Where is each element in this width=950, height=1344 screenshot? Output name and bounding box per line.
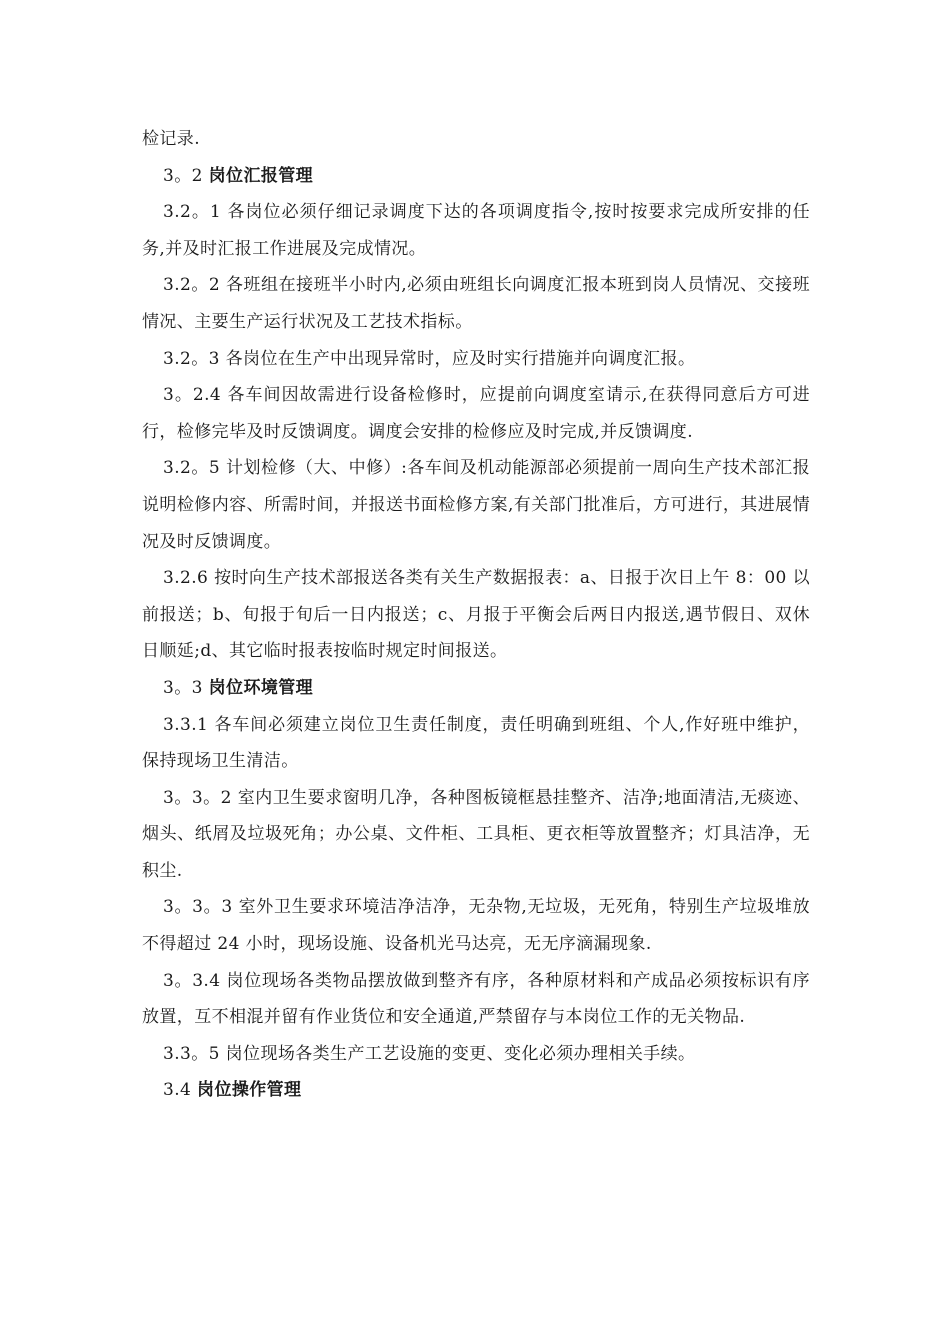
section-title: 岗位操作管理 [197,1080,302,1101]
paragraph: 3.3。5 岗位现场各类生产工艺设施的变更、变化必须办理相关手续。 [163,1043,696,1064]
section-heading [142,158,810,195]
document-page [142,121,810,1109]
paragraph: 3.2。3 各岗位在生产中出现异常时，应及时实行措施并向调度汇报。 [163,348,696,369]
paragraph: 3.2。2 各班组在接班半小时内,必须由班组长向调度汇报本班到岗人员情况、交接班情况、主要生产运行状况及工艺技术指标。 [142,275,810,332]
paragraph: 检记录. [142,129,201,149]
paragraph: 3.2.6 按时向生产技术部报送各类有关生产数据报表：a、日报于次日上午 8：00 以前报送；b、旬报于旬后一日内报送；c、月报于平衡会后两日内报送,遇节假日、双休日顺延;d、其它临时报表按临时规定时间报送。 [142,568,810,662]
paragraph: 3。3。3 室外卫生要求环境洁净洁净，无杂物,无垃圾，无死角，特别生产垃圾堆放不得超过 24 小时，现场设施、设备机光马达亮，无无序滴漏现象. [142,897,810,955]
section-number: 3。2 [163,165,209,186]
section-heading [142,1072,810,1109]
paragraph: 3。3。2 室内卫生要求窗明几净，各种图板镜框悬挂整齐、洁净;地面清洁,无痰迹、烟头、纸屑及垃圾死角；办公桌、文件柜、工具柜、更衣柜等放置整齐；灯具洁净，无积尘. [142,787,810,881]
section-heading [142,670,810,707]
paragraph: 3。2.4 各车间因故需进行设备检修时，应提前向调度室请示,在获得同意后方可进行，检修完毕及时反馈调度。调度会安排的检修应及时完成,并反馈调度. [142,385,810,442]
paragraph: 3.3.1 各车间必须建立岗位卫生责任制度，责任明确到班组、个人,作好班中维护，保持现场卫生清洁。 [142,714,810,772]
section-title: 岗位汇报管理 [208,165,314,186]
paragraph: 3.2。1 各岗位必须仔细记录调度下达的各项调度指令,按时按要求完成所安排的任务,并及时汇报工作进展及完成情况。 [142,202,810,259]
paragraph: 3。3.4 岗位现场各类物品摆放做到整齐有序，各种原材料和产成品必须按标识有序放置，互不相混并留有作业货位和安全通道,严禁留存与本岗位工作的无关物品. [142,970,810,1028]
section-number: 3。3 [163,677,209,698]
paragraph: 3.2。5 计划检修（大、中修）:各车间及机动能源部必须提前一周向生产技术部汇报说明检修内容、所需时间，并报送书面检修方案,有关部门批准后，方可进行，其进展情况及时反馈调度。 [142,458,810,552]
section-number: 3.4 [163,1080,198,1101]
section-title: 岗位环境管理 [208,677,314,698]
